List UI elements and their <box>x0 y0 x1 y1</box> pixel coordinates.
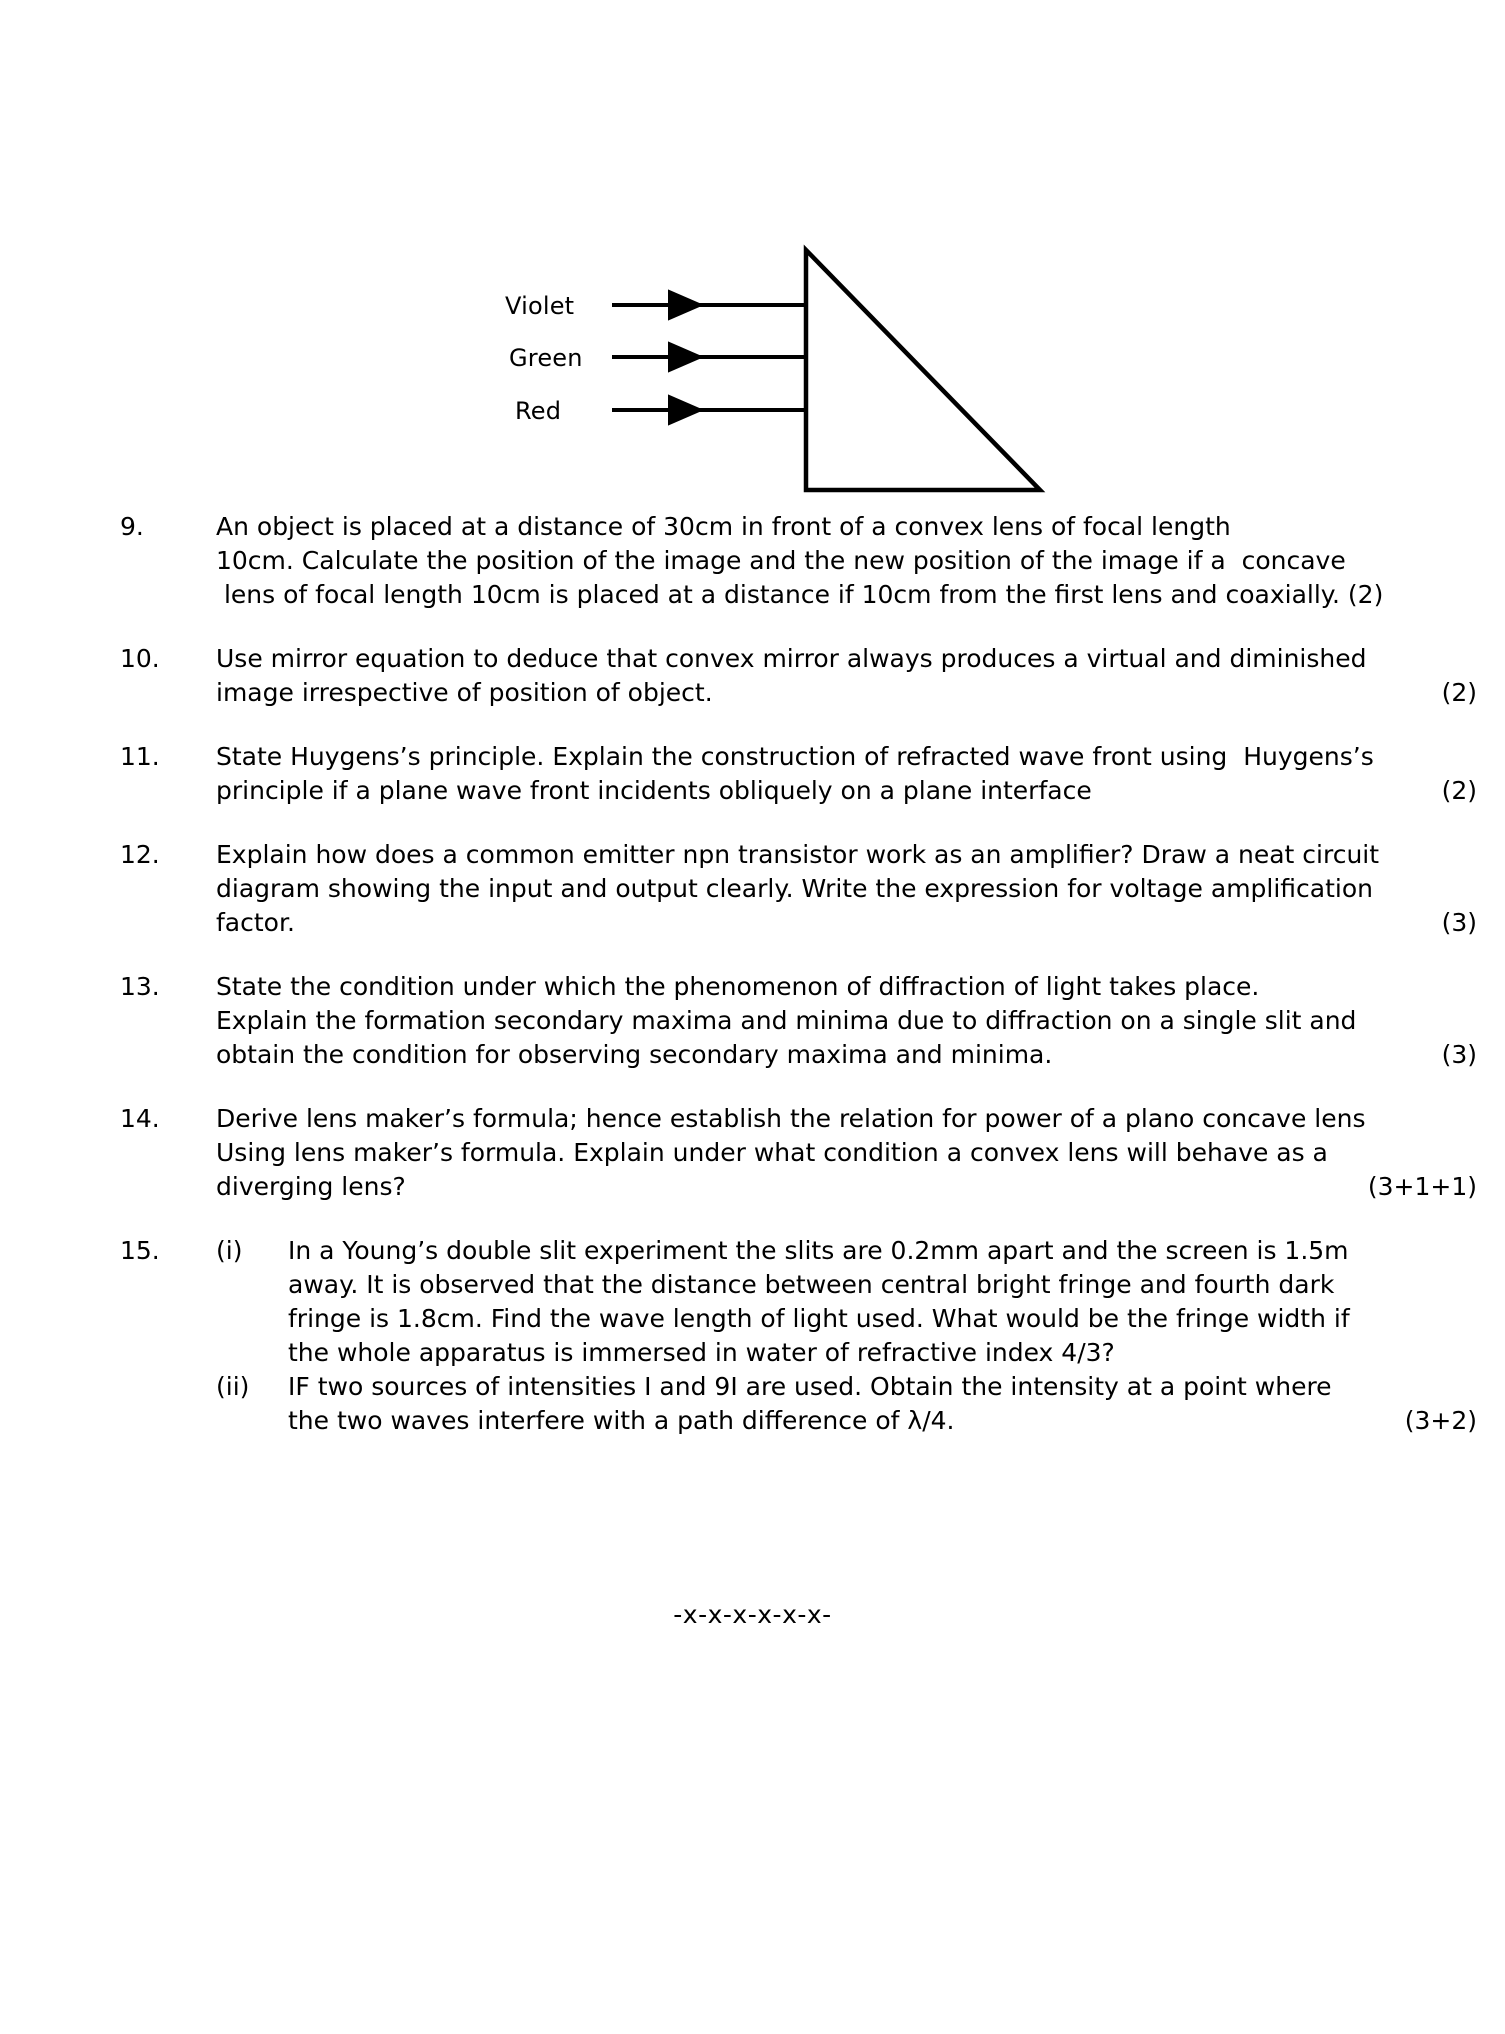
question-text <box>216 642 1477 710</box>
question-line: State the condition under which the phenomenon of diffraction of light takes place. <box>216 972 1260 1001</box>
subpart-label: (i) <box>216 1236 243 1265</box>
marks-value: (2) <box>1441 776 1477 805</box>
question-line: State Huygens’s principle. Explain the construction of refracted wave front using Huygens’s <box>216 742 1374 771</box>
question-number: 12. <box>120 840 160 869</box>
question-line-with-marks <box>216 1038 1477 1072</box>
question-number: 15. <box>120 1236 160 1265</box>
question-line: 10cm. Calculate the position of the image and the new position of the image if a concave <box>216 546 1346 575</box>
question-line: away. It is observed that the distance between central bright fringe and fourth dark <box>288 1270 1335 1299</box>
questions-list <box>0 510 1505 1468</box>
question-text <box>216 1102 1477 1204</box>
question-text <box>216 838 1477 940</box>
question-line: Derive lens maker’s formula; hence establish the relation for power of a plano concave lens <box>216 1104 1366 1133</box>
marks-value: (3) <box>1441 908 1477 937</box>
subpart-text <box>288 1234 1477 1370</box>
question-line: diagram showing the input and output clearly. Write the expression for voltage amplification <box>216 874 1374 903</box>
question-item-10 <box>0 642 1505 710</box>
question-line-with-marks <box>216 906 1477 940</box>
question-line: An object is placed at a distance of 30cm in front of a convex lens of focal length <box>216 512 1231 541</box>
question-line-text: image irrespective of position of object. <box>216 678 713 707</box>
question-line-with-marks <box>216 676 1477 710</box>
question-line: the whole apparatus is immersed in water of refractive index 4/3? <box>288 1338 1115 1367</box>
prism-diagram-svg <box>0 0 1505 500</box>
question-line-with-marks <box>288 1404 1477 1438</box>
end-of-paper-marker: -x-x-x-x-x-x- <box>673 1600 832 1629</box>
question-text <box>216 1234 1477 1438</box>
question-item-12 <box>0 838 1505 940</box>
question-text <box>216 970 1477 1072</box>
question-item-13 <box>0 970 1505 1072</box>
prism-outline <box>806 250 1040 490</box>
question-line: IF two sources of intensities I and 9I are used. Obtain the intensity at a point where <box>288 1372 1332 1401</box>
question-item-15 <box>0 1234 1505 1438</box>
marks-value: (3) <box>1441 1040 1477 1069</box>
question-line: Using lens maker’s formula. Explain under what condition a convex lens will behave as a <box>216 1138 1328 1167</box>
marks-value: (3+1+1) <box>1367 1172 1477 1201</box>
question-line: fringe is 1.8cm. Find the wave length of light used. What would be the fringe width if <box>288 1304 1350 1333</box>
subpart-label: (ii) <box>216 1372 250 1401</box>
question-subpart-ii <box>216 1370 1477 1438</box>
question-line-text: diverging lens? <box>216 1172 406 1201</box>
question-line: lens of focal length 10cm is placed at a distance if 10cm from the first lens and coaxially. (2) <box>216 580 1384 609</box>
question-item-14 <box>0 1102 1505 1204</box>
question-line-with-marks <box>216 1170 1477 1204</box>
question-text <box>216 510 1477 612</box>
question-number: 9. <box>120 512 144 541</box>
question-number: 13. <box>120 972 160 1001</box>
question-number: 11. <box>120 742 160 771</box>
prism-dispersion-diagram <box>0 0 1505 500</box>
question-item-9 <box>0 510 1505 612</box>
question-line: In a Young’s double slit experiment the slits are 0.2mm apart and the screen is 1.5m <box>288 1236 1349 1265</box>
question-line-text: obtain the condition for observing secondary maxima and minima. <box>216 1040 1053 1069</box>
ray-label-green: Green <box>509 344 583 372</box>
question-line-text: principle if a plane wave front incidents obliquely on a plane interface <box>216 776 1092 805</box>
question-line: Use mirror equation to deduce that convex mirror always produces a virtual and diminished <box>216 644 1367 673</box>
question-number: 10. <box>120 644 160 673</box>
question-text <box>216 740 1477 808</box>
question-line-text: the two waves interfere with a path difference of λ/4. <box>288 1406 955 1435</box>
subpart-text <box>288 1370 1477 1438</box>
question-number: 14. <box>120 1104 160 1133</box>
ray-label-red: Red <box>515 397 562 425</box>
question-line-with-marks <box>216 774 1477 808</box>
question-subpart-i <box>216 1234 1477 1370</box>
question-line: Explain how does a common emitter npn transistor work as an amplifier? Draw a neat circuit <box>216 840 1380 869</box>
marks-value: (3+2) <box>1404 1406 1477 1435</box>
question-item-11 <box>0 740 1505 808</box>
question-line-text: factor. <box>216 908 295 937</box>
ray-label-violet: Violet <box>505 292 575 320</box>
marks-value: (2) <box>1441 678 1477 707</box>
question-line: Explain the formation secondary maxima and minima due to diffraction on a single slit and <box>216 1006 1357 1035</box>
